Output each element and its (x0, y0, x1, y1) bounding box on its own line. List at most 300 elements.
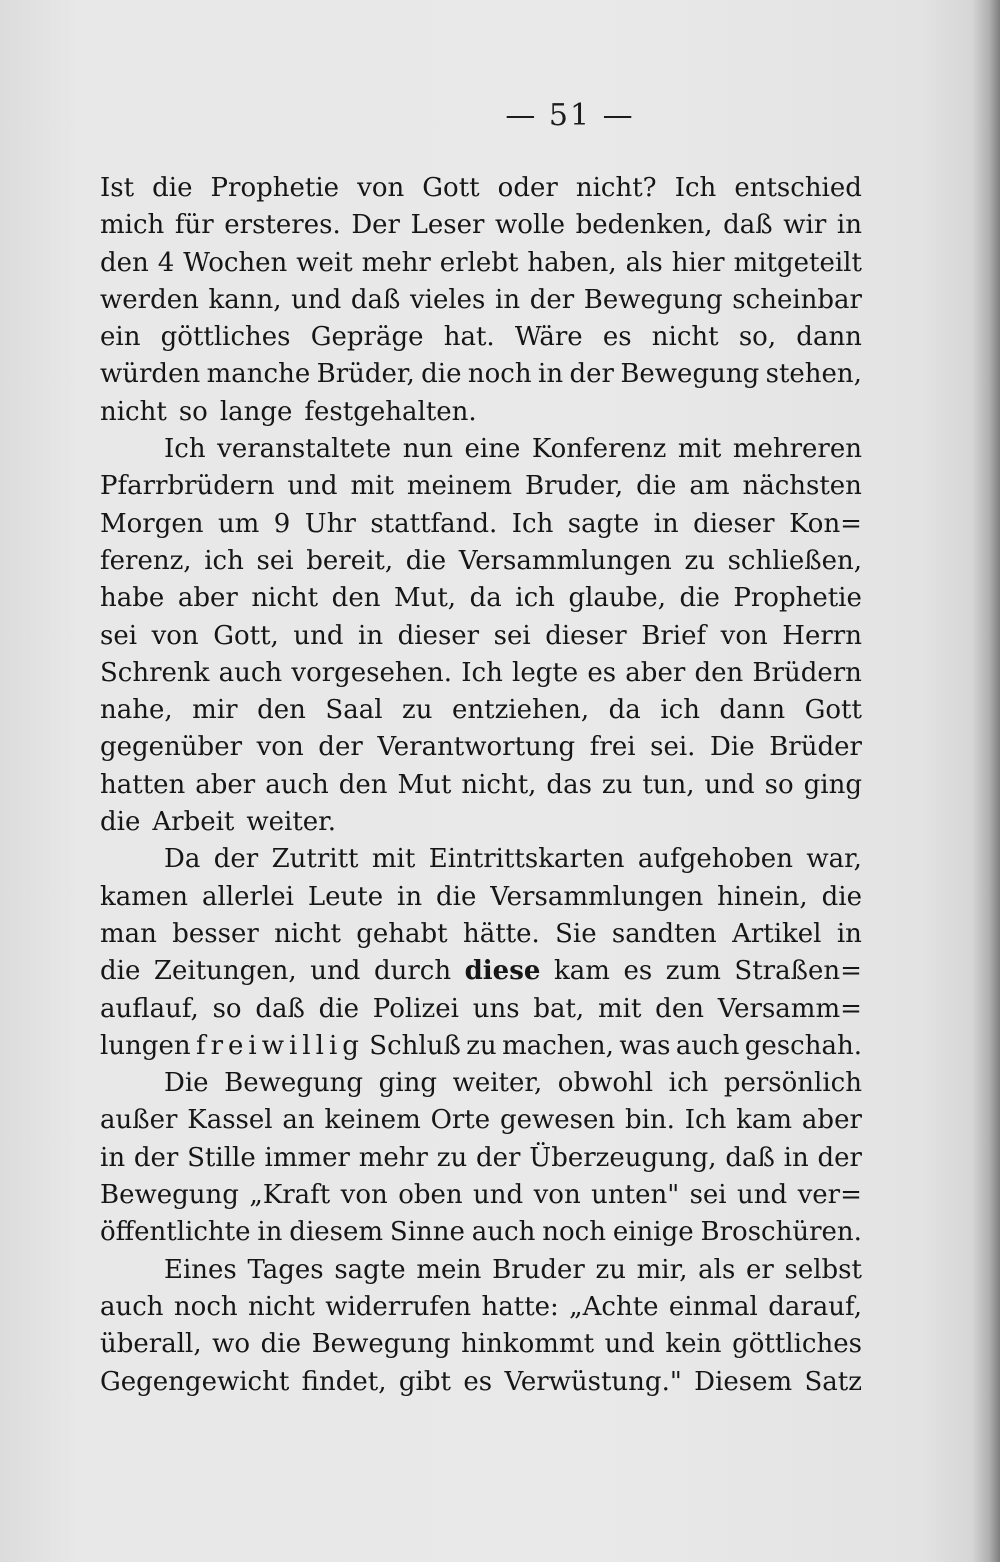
word: in (397, 881, 423, 912)
word: der (569, 359, 614, 390)
word: der (529, 284, 575, 315)
word: da (469, 583, 502, 614)
word: dann (796, 322, 862, 353)
word: Da (164, 844, 201, 875)
word: Morgen (100, 508, 204, 539)
text-line (100, 580, 862, 617)
word: unten" (591, 1180, 680, 1211)
word: Eintrittskarten (428, 844, 625, 875)
word: Verantwortung (377, 732, 576, 763)
word: von (340, 1180, 388, 1211)
text-line (100, 1177, 862, 1214)
word: Überzeugung, (529, 1142, 717, 1173)
word: die (405, 545, 447, 576)
word: vorgesehen. (291, 657, 453, 688)
page-edge-shadow (972, 0, 1000, 1562)
word: Brüder (769, 732, 862, 763)
word: mitgeteilt (733, 247, 862, 278)
text-line (100, 991, 862, 1028)
word: eine (464, 434, 521, 465)
word: immer (264, 1142, 350, 1173)
word: „Achte (569, 1291, 659, 1322)
word: aber (195, 769, 256, 800)
text-line (100, 1364, 862, 1401)
word: diesem (289, 1217, 384, 1248)
word: da (608, 695, 641, 726)
word: Ich (684, 1105, 727, 1136)
word: in (257, 1217, 283, 1248)
word: vieles (409, 284, 486, 315)
word: öffentlichte (100, 1217, 251, 1248)
word: und (291, 284, 342, 315)
text-line (100, 282, 862, 319)
word: erlebt (439, 247, 519, 278)
word: sandten (611, 918, 717, 949)
word: legte (512, 657, 579, 688)
word: würden (100, 359, 201, 390)
word: Gott (422, 173, 480, 203)
word: noch (173, 1291, 238, 1322)
word: nicht (100, 396, 167, 427)
word: mir (192, 695, 238, 726)
word: die (152, 173, 193, 203)
word: frei (589, 732, 636, 763)
word: 9 (273, 508, 291, 539)
text-line (100, 1289, 862, 1326)
word: außer (100, 1105, 178, 1136)
text-line (100, 245, 862, 282)
word: von (256, 732, 304, 763)
word: Gott, (213, 620, 279, 651)
word: allerlei (201, 881, 294, 912)
word: die (821, 881, 862, 912)
word: keinem (324, 1105, 421, 1136)
word: hier (671, 247, 725, 278)
word: mehr (358, 1142, 428, 1173)
word: nicht (248, 1291, 315, 1322)
word: wir (783, 210, 827, 241)
word: der (133, 1142, 179, 1173)
word: den (694, 657, 744, 688)
word: die (421, 359, 462, 390)
word: und (604, 1329, 655, 1360)
word: scheinbar (732, 284, 862, 315)
text-line (100, 1252, 862, 1289)
word: Artikel (732, 918, 822, 949)
word: bat, (533, 993, 585, 1024)
word: aber (801, 1105, 862, 1136)
word: Bruder (492, 1254, 585, 1285)
text-line (100, 1326, 862, 1363)
word: dieser (397, 620, 480, 651)
word: als (625, 247, 663, 278)
word: was (619, 1030, 671, 1061)
word: den (257, 695, 306, 726)
word: ver= (797, 1180, 862, 1211)
word: und (293, 620, 344, 651)
word: stehen, (765, 359, 862, 390)
word: Gepräge (310, 322, 424, 353)
word: ersteres. (224, 210, 341, 241)
word: bedenken, (575, 210, 713, 241)
word: mich (100, 210, 165, 241)
word: sei. (650, 732, 696, 763)
text-line (100, 1028, 862, 1065)
word: die (679, 583, 720, 614)
word: in (653, 508, 679, 539)
word: man (100, 918, 157, 949)
word: auflauf, (100, 993, 199, 1024)
word: von (720, 620, 768, 651)
word: zu (601, 769, 633, 800)
word: nicht (274, 918, 341, 949)
word: mehr (361, 247, 431, 278)
word: mit (371, 844, 416, 875)
word: lungen (100, 1030, 191, 1061)
text-line (100, 170, 862, 207)
word: daß (723, 210, 773, 241)
word: Wochen (183, 247, 288, 278)
word: zu (466, 1030, 497, 1061)
word: den (331, 583, 381, 614)
word: Verwüstung." (504, 1366, 682, 1397)
word: diese (464, 956, 541, 987)
word: Mut, (393, 583, 457, 614)
word: ging (378, 1068, 437, 1099)
word: hat. (443, 322, 495, 353)
text-line (100, 692, 862, 729)
word: Satz (804, 1366, 862, 1397)
word: bereit, (306, 545, 394, 576)
word: veranstaltete (217, 434, 392, 465)
text-line (100, 916, 862, 953)
word: Bewegung (224, 1068, 364, 1099)
word: die (318, 993, 360, 1024)
word: nicht, (461, 769, 537, 800)
word: oben (398, 1180, 463, 1211)
word: so (212, 993, 242, 1024)
word: findet, (301, 1366, 387, 1397)
word: am (689, 471, 730, 502)
word: Tages (247, 1254, 324, 1285)
word: Ich (674, 173, 717, 203)
word: das (546, 769, 592, 800)
word: für (174, 210, 214, 241)
text-line (100, 394, 862, 431)
word: der (817, 1142, 862, 1173)
word: glaube, (568, 583, 666, 614)
word: Sinne (389, 1217, 465, 1248)
word: besser (172, 918, 259, 949)
word: mit (597, 993, 642, 1024)
word: den (655, 993, 704, 1024)
word: den (338, 769, 388, 800)
word: Brief (641, 620, 707, 651)
word: tun, (642, 769, 695, 800)
word: die (436, 881, 477, 912)
word: der (213, 844, 259, 875)
word: lange (219, 396, 293, 427)
word: zum (665, 956, 721, 987)
word: Versammlungen (490, 881, 704, 912)
word: selbst (784, 1254, 862, 1285)
text-line (100, 468, 862, 505)
word: zu (402, 695, 433, 726)
word: nun (402, 434, 453, 465)
word: Zeitungen, (153, 956, 297, 987)
word: kann, (208, 284, 282, 315)
word: Sie (555, 918, 597, 949)
word: Versamm= (717, 993, 862, 1024)
word: Saal (325, 695, 383, 726)
word: in (783, 1142, 809, 1173)
word: sei (493, 620, 531, 651)
word: ging (803, 769, 862, 800)
word: in (358, 620, 384, 651)
word: so (764, 769, 794, 800)
word: daß (725, 1142, 775, 1173)
word: entschied (734, 173, 862, 203)
word: sei (100, 620, 138, 651)
word: es (463, 1366, 493, 1397)
word: Kassel (187, 1105, 273, 1136)
word: sei (256, 545, 294, 576)
word: in (100, 1142, 126, 1173)
word: dieser (693, 508, 775, 539)
word: so, (738, 322, 777, 353)
word: darauf, (768, 1291, 862, 1322)
word: „Kraft (249, 1180, 331, 1211)
page-number (0, 98, 1000, 133)
word: entziehen, (452, 695, 590, 726)
word: er (745, 1254, 774, 1285)
word: noch (542, 1217, 606, 1248)
word: manche (206, 359, 311, 390)
word: hätte. (462, 918, 540, 949)
word: Straßen= (734, 956, 862, 987)
word: auch (675, 1030, 740, 1061)
page-number-text: — 51 — (505, 98, 635, 133)
word: und (473, 1180, 524, 1211)
text-line (100, 655, 862, 692)
text-line (100, 729, 862, 766)
word: die (100, 807, 141, 838)
body-text (100, 170, 862, 1401)
word: in (495, 284, 521, 315)
word: Schluß (369, 1030, 461, 1061)
word: Diesem (694, 1366, 793, 1397)
word: hatte: (481, 1291, 559, 1322)
word: weiter. (246, 807, 336, 838)
word: Konferenz (531, 434, 667, 465)
word: zu (595, 1254, 626, 1285)
word: es (623, 956, 653, 987)
word: daß (350, 284, 401, 315)
text-line (100, 804, 862, 841)
word: noch (467, 359, 532, 390)
word: weit (296, 247, 353, 278)
word: gewesen (499, 1105, 616, 1136)
word: von (533, 1180, 581, 1211)
word: ferenz, (100, 545, 192, 576)
word: mein (416, 1254, 482, 1285)
word: hinkommt (461, 1329, 595, 1360)
text-line (100, 1214, 862, 1251)
word: Prophetie (210, 173, 340, 203)
word: Wäre (514, 322, 583, 353)
word: werden (100, 284, 199, 315)
text-line (100, 767, 862, 804)
word: Polizei (372, 993, 459, 1024)
word: ich (204, 545, 244, 576)
word: die (260, 1329, 302, 1360)
text-line (100, 841, 862, 878)
word: uns (472, 993, 520, 1024)
word: hinein, (717, 881, 808, 912)
word: haben, (527, 247, 617, 278)
word: Stille (187, 1142, 256, 1173)
word: göttliches (732, 1329, 862, 1360)
word: dann (719, 695, 786, 726)
word: oder (497, 173, 558, 203)
word: durch (373, 956, 452, 987)
word: daß (255, 993, 305, 1024)
word: Schrenk (100, 657, 210, 688)
text-line (100, 319, 862, 356)
word: weiter, (452, 1068, 543, 1099)
word: Arbeit (152, 807, 235, 838)
word: zu (436, 1142, 468, 1173)
word: nicht (251, 583, 319, 614)
word: festgehalten. (304, 396, 477, 427)
word: Ich (461, 657, 503, 688)
text-line (100, 1065, 862, 1102)
word: Gegengewicht (100, 1366, 290, 1397)
word: Leser (410, 210, 485, 241)
text-line (100, 879, 862, 916)
word: machen, (502, 1030, 614, 1061)
word: Pfarrbrüdern (100, 471, 275, 502)
text-line (100, 356, 862, 393)
word: nicht (651, 322, 719, 353)
word: als (698, 1254, 736, 1285)
text-line (100, 207, 862, 244)
word: nahe, (100, 695, 173, 726)
word: Der (351, 210, 400, 241)
word: in (836, 210, 862, 241)
word: von (357, 173, 405, 203)
word: in (836, 918, 862, 949)
word: ich (515, 583, 555, 614)
word: Ist (100, 173, 135, 203)
text-line (100, 953, 862, 990)
word: widerrufen (325, 1291, 472, 1322)
word: aber (625, 657, 686, 688)
text-line (100, 431, 862, 468)
word: hatten (100, 769, 186, 800)
word: ich (660, 695, 700, 726)
word: wo (212, 1329, 251, 1360)
word: die (100, 956, 141, 987)
word: mit (350, 471, 394, 502)
word: Prophetie (733, 583, 862, 614)
word: der (318, 732, 363, 763)
word: Ich (511, 508, 554, 539)
word: stattfand. (370, 508, 498, 539)
word: einmal (668, 1291, 758, 1322)
word: Die (710, 732, 755, 763)
word: der (476, 1142, 521, 1173)
word: einige (612, 1217, 694, 1248)
word: Kon= (789, 508, 862, 539)
word: die (636, 471, 677, 502)
word: überall, (100, 1329, 202, 1360)
word: Versammlungen (458, 545, 672, 576)
word: bin. (624, 1105, 675, 1136)
word: nicht? (575, 173, 657, 203)
word: zu (684, 545, 715, 576)
word: habe (100, 583, 165, 614)
word: kam (553, 956, 610, 987)
word: sei (689, 1180, 727, 1211)
word: schließen, (727, 545, 862, 576)
word: es (587, 657, 617, 688)
word: es (602, 322, 632, 353)
word: Bruder, (524, 471, 624, 502)
word: Orte (430, 1105, 491, 1136)
word: 4 (157, 247, 175, 278)
word: Leute (307, 881, 384, 912)
word: mit (677, 434, 722, 465)
word: in (538, 359, 564, 390)
word: Mut (397, 769, 452, 800)
word: wolle (495, 210, 565, 241)
word: Brüdern (752, 657, 862, 688)
word: auch (471, 1217, 536, 1248)
word: Zutritt (271, 844, 359, 875)
word: gehabt (356, 918, 448, 949)
word: dieser (545, 620, 627, 651)
word: auch (218, 657, 283, 688)
word: Eines (164, 1254, 237, 1285)
word: den (100, 247, 149, 278)
text-line (100, 1102, 862, 1139)
word: gegenüber (100, 732, 243, 763)
word: und (704, 769, 755, 800)
text-line (100, 1140, 862, 1177)
word: mehreren (732, 434, 862, 465)
word: um (217, 508, 260, 539)
word: nächsten (742, 471, 862, 502)
word: aufgehoben (637, 844, 793, 875)
word: freiwillig (195, 1030, 364, 1061)
word: an (282, 1105, 315, 1136)
word: mir, (636, 1254, 688, 1285)
word: Herrn (782, 620, 862, 651)
word: Bewegung (311, 1329, 451, 1360)
word: kamen (100, 881, 189, 912)
word: sagte (567, 508, 640, 539)
word: Gott (804, 695, 862, 726)
text-line (100, 618, 862, 655)
word: Bewegung (100, 1180, 239, 1211)
word: Uhr (304, 508, 356, 539)
word: Brüder, (316, 359, 415, 390)
word: und (737, 1180, 788, 1211)
word: geschah. (744, 1030, 862, 1061)
word: auch (100, 1291, 164, 1322)
word: und (310, 956, 361, 987)
